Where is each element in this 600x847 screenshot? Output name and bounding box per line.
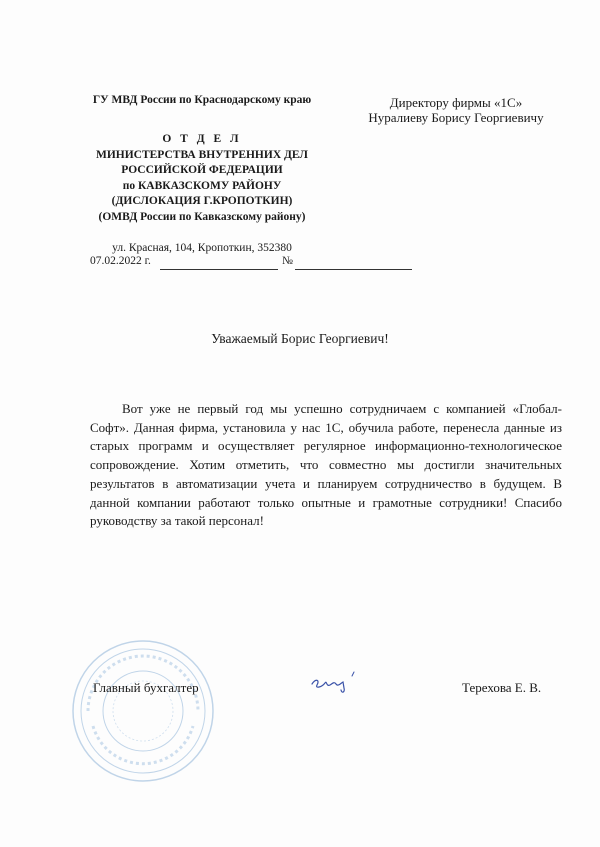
- recipient-block: [346, 95, 566, 125]
- department-line: (ДИСЛОКАЦИЯ Г.КРОПОТКИН): [111, 195, 293, 207]
- number-label: №: [282, 255, 293, 267]
- department-line: по КАВКАЗСКОМУ РАЙОНУ: [122, 179, 282, 192]
- recipient-name: Нуралиеву Борису Георгиевичу: [368, 110, 544, 125]
- number-underline: [295, 269, 412, 270]
- department-line: РОССИЙСКОЙ ФЕДЕРАЦИИ: [121, 164, 283, 176]
- signatory-title: Главный бухгалтер: [93, 680, 199, 695]
- signatory-name: Терехова Е. В.: [462, 680, 542, 695]
- department-name: [78, 132, 326, 225]
- letter-date: 07.02.2022 г.: [90, 255, 151, 267]
- department-line: МИНИСТЕРСТВА ВНУТРЕННИХ ДЕЛ: [95, 148, 309, 161]
- department-line: (ОМВД России по Кавказскому району): [98, 210, 306, 223]
- handwritten-signature-icon: [308, 668, 368, 698]
- date-underline: [160, 269, 278, 270]
- sender-block: [78, 94, 326, 254]
- stamp-icon: [68, 636, 218, 786]
- ministry-name: ГУ МВД России по Краснодарскому краю: [92, 94, 312, 106]
- recipient-position: Директору фирмы «1С»: [389, 95, 523, 110]
- sender-address: ул. Красная, 104, Кропоткин, 352380: [112, 242, 292, 254]
- department-line: О Т Д Е Л: [162, 133, 242, 145]
- letter-body: Вот уже не первый год мы успешно сотрудничаем с компанией «Глобал-Софт». Данная фирма, установила у нас 1С, обучила работе, перенесла данные из старых программ и осуществляет регулярное информационно-технологическое сопровождение. Хотим отметить, что совместно мы достигли значительных результатов в автоматизации учета и планируем сотрудничество в будущем. В данной компании работают только опытные и грамотные сотрудники! Спасибо руководству за такой персонал!: [90, 401, 562, 529]
- greeting: Уважаемый Борис Георгиевич!: [211, 331, 389, 346]
